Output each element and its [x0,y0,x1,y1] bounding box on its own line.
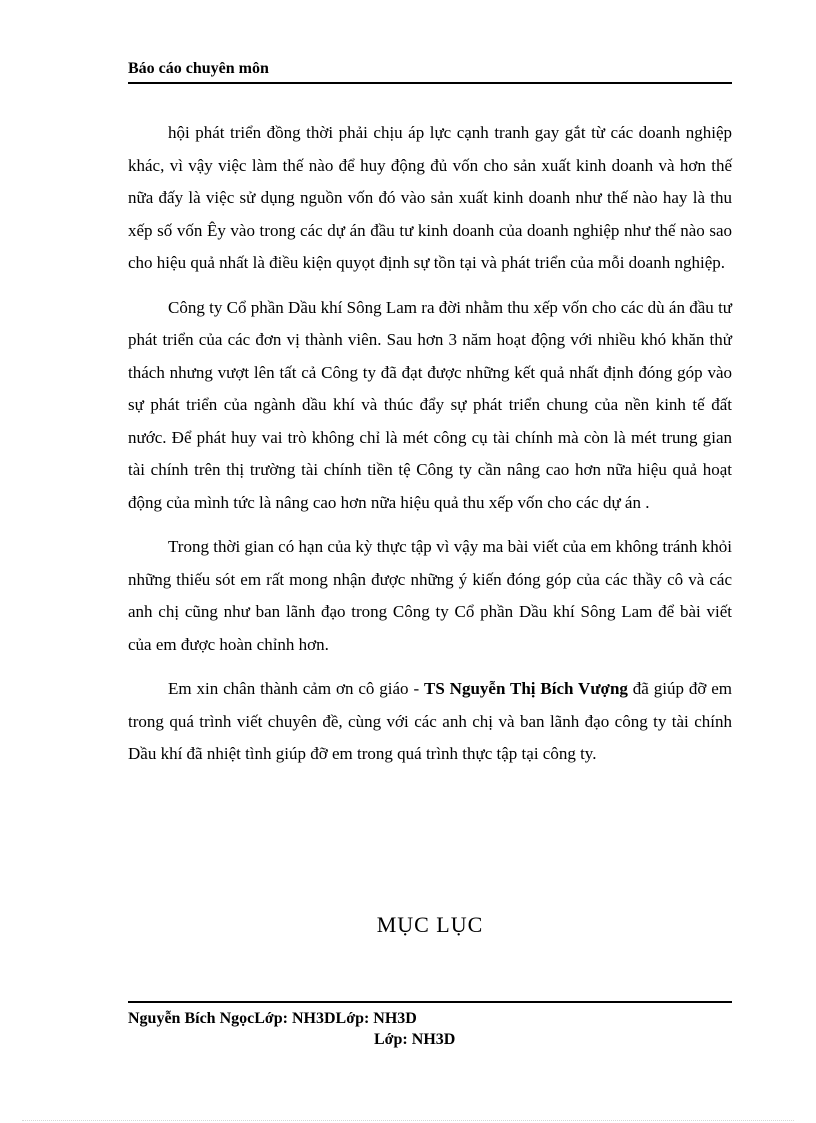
paragraph-2: Công ty Cổ phần Dầu khí Sông Lam ra đời nhằm thu xếp vốn cho các dù án đầu tư phát triển của các đơn vị thành viên. Sau hơn 3 năm hoạt động với nhiều khó khăn thử thách nhưng vượt lên tất cả Công ty đã đạt được những kết quả nhất định đóng góp vào sự phát triển của ngành dầu khí và thúc đẩy sự phát triển chung của nền kinh tế đất nước. Để phát huy vai trò không chỉ là mét công cụ tài chính mà còn là mét trung gian tài chính trên thị trường tài chính tiền tệ Công ty cần nâng cao hơn nữa hiệu quả hoạt động của mình tức là nâng cao hơn nữa hiệu quả thu xếp vốn cho các dự án . [128,297,732,512]
paragraph-4-end: đã giúp đỡ em trong quá trình viết chuyên đề, cùng với các anh chị và ban lãnh đạo công ty tài chính Dầu khí đã nhiệt tình giúp đỡ em trong quá trình thực tập tại công ty. [128,679,732,763]
body-text [128,117,732,783]
paragraph-3: Trong thời gian có hạn của kỳ thực tập vì vậy ma bài viết của em không tránh khỏi những thiếu sót em rất mong nhận được những ý kiến đóng góp của các thầy cô và các anh chị cũng như ban lãnh đạo trong Công ty Cổ phần Dầu khí Sông Lam để bài viết của em được hoàn chỉnh hơn. [128,537,732,654]
footer-line-1: Nguyễn Bích NgọcLớp: NH3DLớp: NH3D [128,1010,417,1027]
page-footer [128,1008,455,1050]
footer-line-2: Lớp: NH3D [374,1031,456,1048]
footer-divider [128,1001,732,1003]
paragraph-1: hội phát triển đồng thời phải chịu áp lực cạnh tranh gay gắt từ các doanh nghiệp khác, vì vậy việc làm thế nào để huy động đủ vốn cho sản xuất kinh doanh và hơn thế nữa đấy là việc sử dụng nguồn vốn đó vào sản xuất kinh doanh như thế nào hay là thu xếp số vốn Êy vào trong các dự án đầu tư kinh doanh của doanh nghiệp như thế nào sao cho hiệu quả nhất là điều kiện quyọt định sự tồn tại và phát triển của mỗi doanh nghiệp. [128,123,732,272]
page-edge-divider [22,1120,794,1121]
advisor-name: TS Nguyễn Thị Bích Vượng [424,679,628,698]
paragraph-4-start: Em xin chân thành cảm ơn cô giáo - [168,679,424,698]
toc-title: MỤC LỤC [376,912,484,937]
header-title: Báo cáo chuyên môn [128,60,269,77]
page-header [128,60,732,84]
paragraph-4 [128,673,732,771]
